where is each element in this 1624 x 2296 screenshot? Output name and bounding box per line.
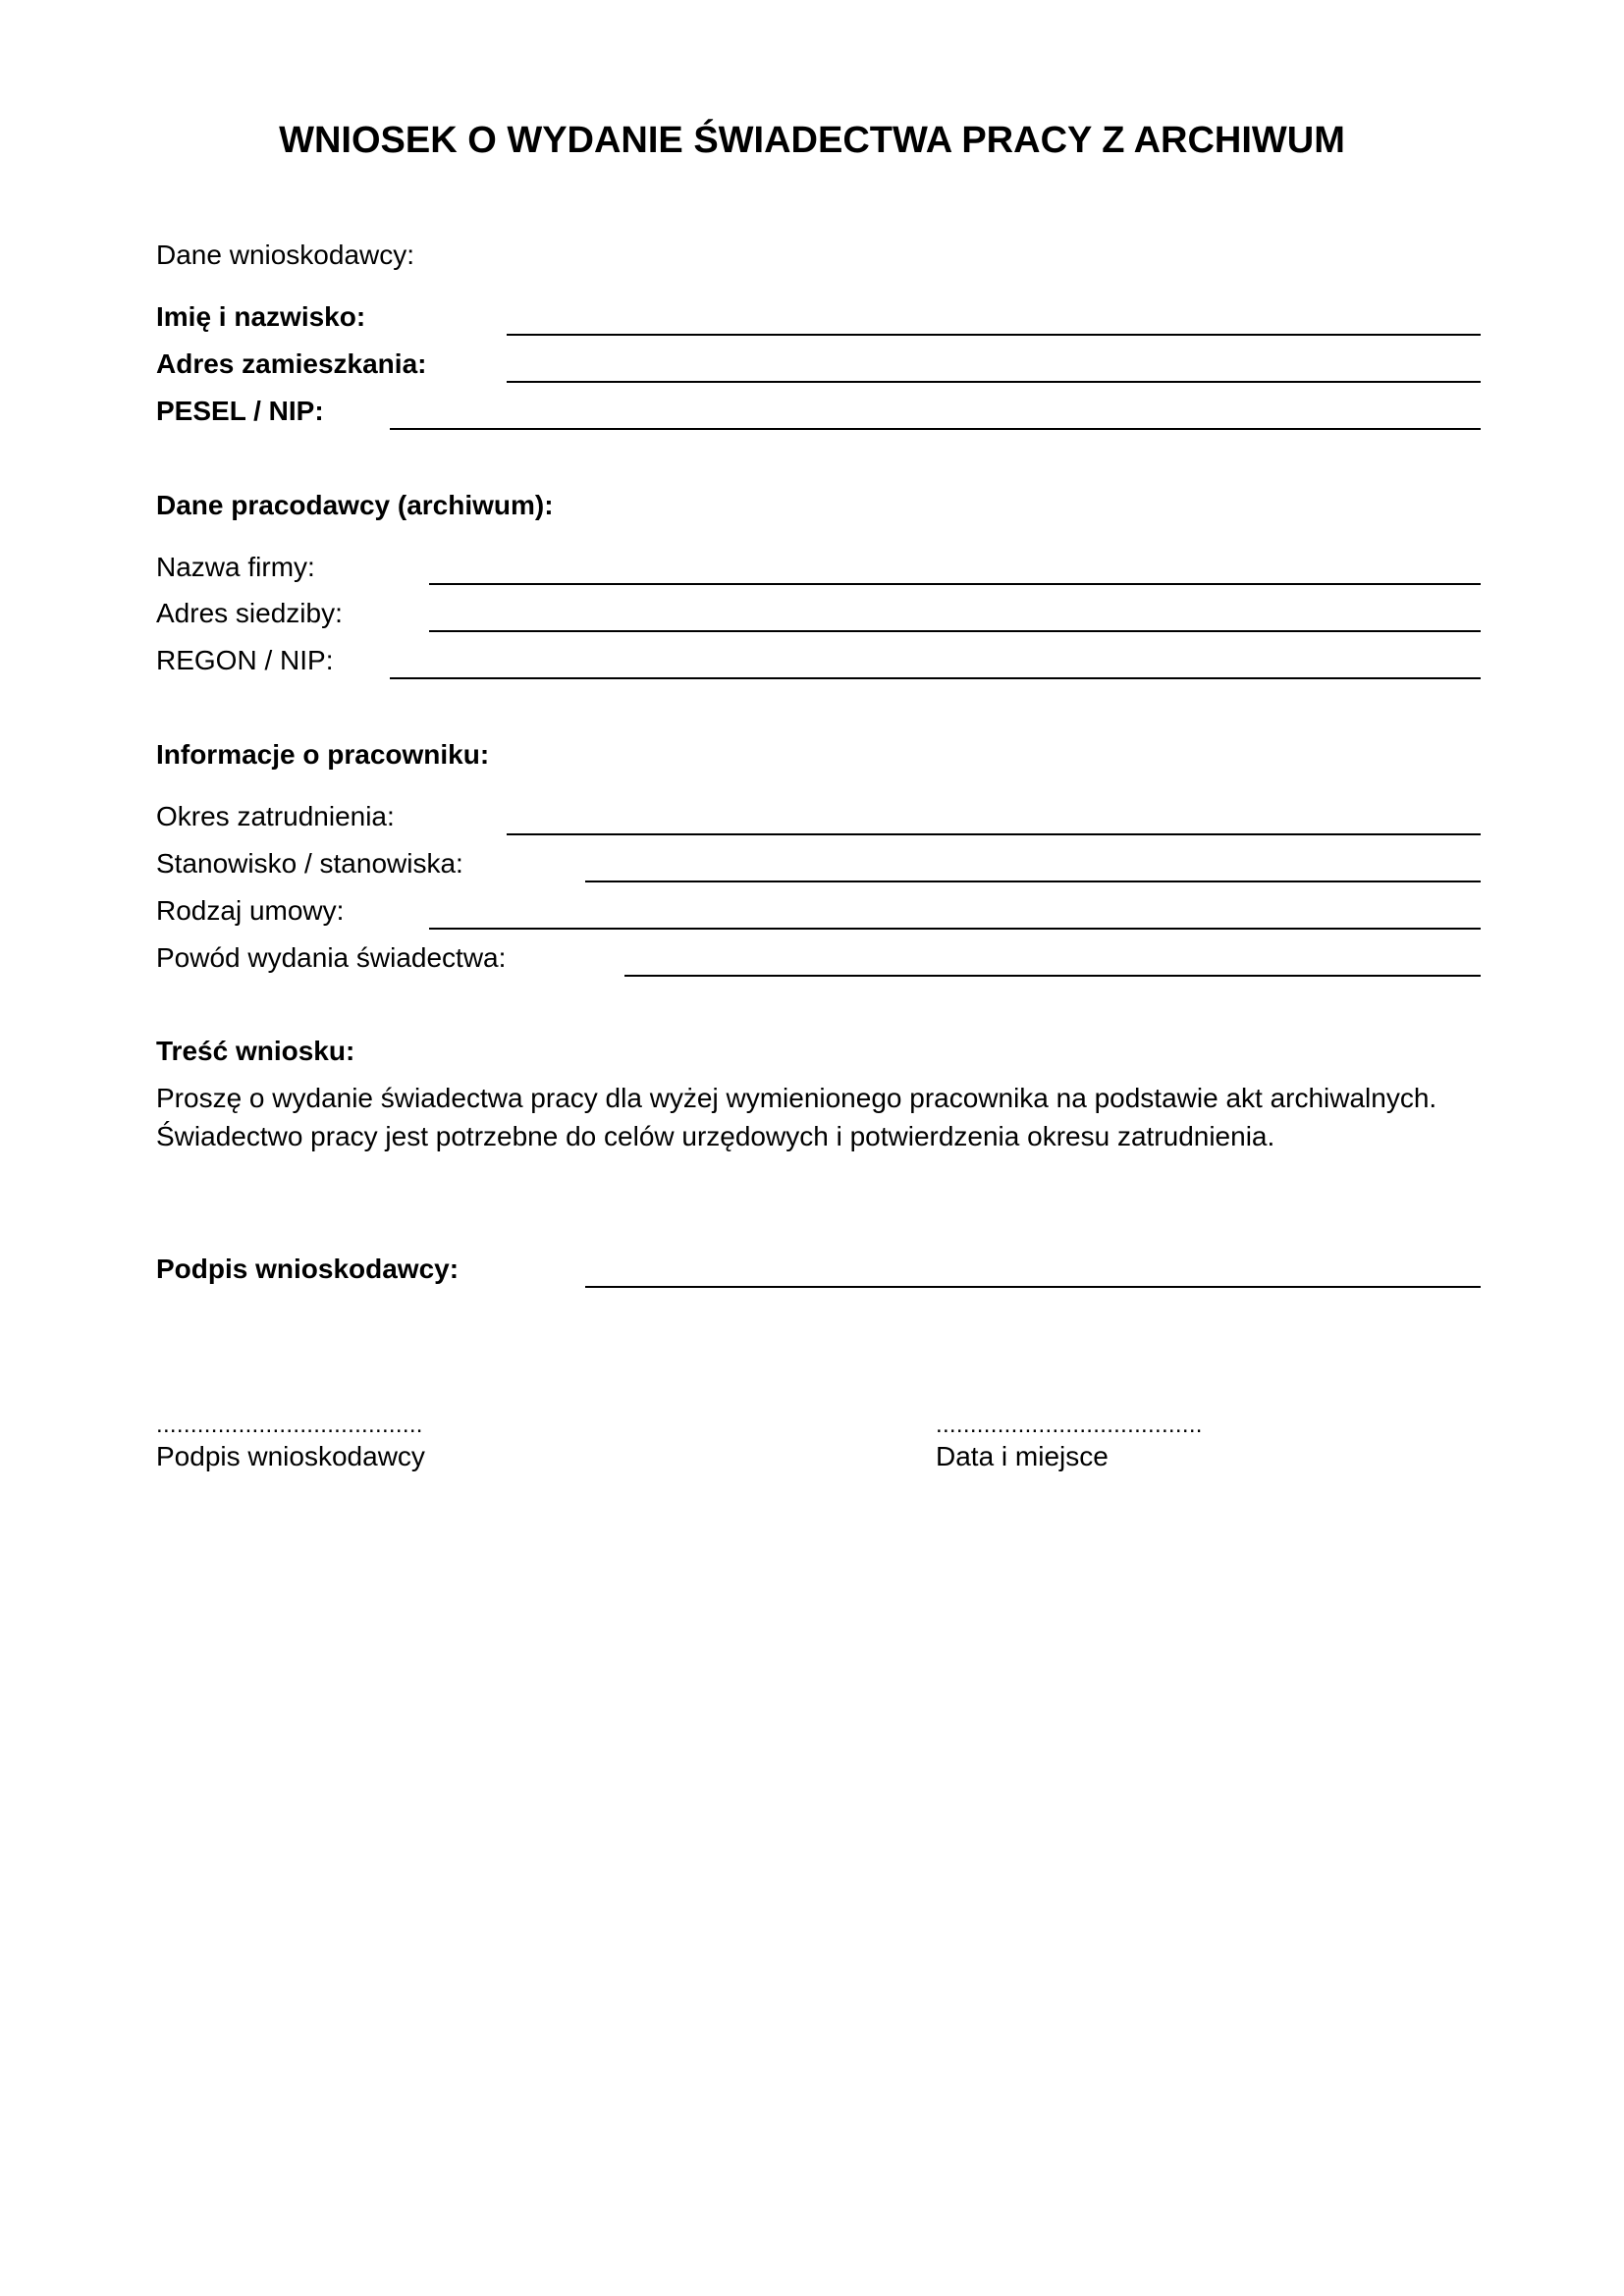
applicant-pesel-field[interactable] [390,428,1481,430]
signature-caption: Podpis wnioskodawcy [156,1441,425,1471]
position-field[interactable] [585,881,1481,882]
employment-period-label: Okres zatrudnienia: [156,801,395,831]
employer-address-label: Adres siedziby: [156,598,343,628]
employer-address-field[interactable] [429,630,1481,632]
signature-field[interactable] [585,1286,1481,1288]
employer-section-heading: Dane pracodawcy (archiwum): [156,490,554,520]
date-place-caption: Data i miejsce [936,1441,1109,1471]
signature-dots: ....................................... [156,1412,423,1438]
date-place-dots: ....................................... [936,1412,1203,1438]
employer-regon-field[interactable] [390,677,1481,679]
position-label: Stanowisko / stanowiska: [156,848,463,879]
request-text-line-2: Świadectwo pracy jest potrzebne do celów urzędowych i potwierdzenia okresu zatrudnienia. [156,1121,1275,1151]
applicant-address-field[interactable] [507,381,1481,383]
employment-period-field[interactable] [507,833,1481,835]
applicant-address-label: Adres zamieszkania: [156,348,427,379]
issue-reason-label: Powód wydania świadectwa: [156,942,507,973]
applicant-name-field[interactable] [507,334,1481,336]
applicant-name-label: Imię i nazwisko: [156,301,366,332]
issue-reason-field[interactable] [624,975,1481,977]
employee-section-heading: Informacje o pracowniku: [156,739,490,770]
contract-type-label: Rodzaj umowy: [156,895,345,926]
contract-type-field[interactable] [429,928,1481,930]
applicant-section-heading: Dane wnioskodawcy: [156,240,415,270]
employer-regon-label: REGON / NIP: [156,645,334,675]
signature-label: Podpis wnioskodawcy: [156,1254,460,1284]
applicant-pesel-label: PESEL / NIP: [156,396,324,426]
employer-name-field[interactable] [429,583,1481,585]
document-title: WNIOSEK O WYDANIE ŚWIADECTWA PRACY Z ARCHIWUM [279,120,1345,161]
employer-name-label: Nazwa firmy: [156,552,315,582]
request-text-line-1: Proszę o wydanie świadectwa pracy dla wyżej wymienionego pracownika na podstawie akt archiwalnych. [156,1083,1437,1113]
request-heading: Treść wniosku: [156,1036,355,1066]
